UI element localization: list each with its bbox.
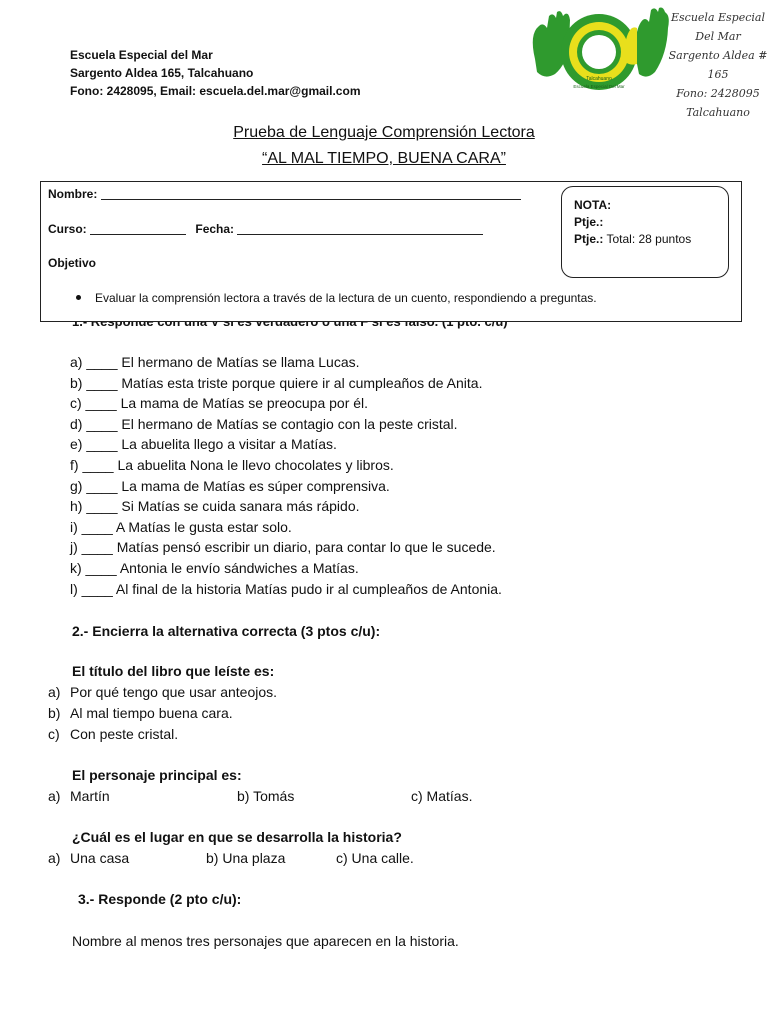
q2-sub3-option-c[interactable]: c) Una calle.: [336, 850, 414, 866]
q2-sub1-option-c[interactable]: [48, 726, 178, 742]
option-label: a): [48, 788, 61, 804]
q3-heading: 3.- Responde (2 pto c/u):: [78, 891, 242, 907]
title-line-2: “AL MAL TIEMPO, BUENA CARA”: [262, 150, 506, 167]
option-label: a): [48, 850, 61, 866]
q2-sub1-option-a[interactable]: [48, 684, 277, 700]
curso-label: Curso:: [48, 222, 87, 236]
logo-text-top: Talcahuano: [586, 76, 612, 82]
logo-text-bottom: Escuela Especial Del Mar: [573, 84, 625, 89]
q1-list: [70, 352, 502, 599]
list-item: l) ____ Al final de la historia Matías pudo ir al cumpleaños de Antonia.: [70, 580, 502, 597]
q2-sub1-question: El título del libro que leíste es:: [72, 663, 275, 679]
fecha-blank[interactable]: [237, 233, 483, 235]
stamp-line: Escuela Especial Del Mar: [671, 11, 765, 43]
option-text: Una casa: [70, 850, 130, 866]
list-item: j) ____ Matías pensó escribir un diario, para contar lo que le sucede.: [70, 539, 496, 556]
grade-box: [561, 186, 729, 278]
ptje-total-value: Total: 28 puntos: [606, 232, 692, 246]
objetivo-item: [76, 291, 597, 305]
school-name: Escuela Especial del Mar: [70, 48, 213, 62]
option-label: a): [48, 684, 61, 700]
school-contact: Fono: 2428095, Email: escuela.del.mar@gmail.com: [70, 84, 361, 98]
option-text: Martín: [70, 788, 110, 804]
school-info: [70, 46, 360, 100]
school-logo: [525, 4, 670, 96]
curso-fecha-row: [48, 222, 483, 236]
list-item: k) ____ Antonia le envío sándwiches a Matías.: [70, 559, 359, 576]
q2-heading: 2.- Encierra la alternativa correcta (3 ptos c/u):: [72, 623, 381, 639]
nombre-row: [48, 187, 521, 201]
school-stamp: [668, 8, 768, 122]
option-text: Al mal tiempo buena cara.: [70, 705, 233, 721]
list-item: f) ____ La abuelita Nona le llevo chocolates y libros.: [70, 456, 394, 473]
q3-prompt: Nombre al menos tres personajes que aparecen en la historia.: [72, 933, 459, 949]
list-item: c) ____ La mama de Matías se preocupa por él.: [70, 395, 369, 412]
fecha-label: Fecha:: [195, 222, 235, 236]
nombre-label: Nombre:: [48, 187, 98, 201]
list-item: a) ____ El hermano de Matías se llama Lucas.: [70, 354, 360, 370]
q2-sub3-option-b[interactable]: b) Una plaza: [206, 850, 286, 866]
bullet-icon: [76, 295, 81, 300]
list-item: d) ____ El hermano de Matías se contagio con la peste cristal.: [70, 415, 458, 432]
list-item: g) ____ La mama de Matías es súper comprensiva.: [70, 477, 390, 494]
q2-sub1-option-b[interactable]: [48, 705, 233, 721]
ptje-label: Ptje.:: [574, 215, 604, 229]
option-label: c): [48, 726, 60, 742]
option-text: Por qué tengo que usar anteojos.: [70, 684, 278, 700]
q2-sub3-option-a[interactable]: [48, 850, 129, 866]
option-label: b): [48, 705, 61, 721]
curso-blank[interactable]: [90, 233, 186, 235]
objetivo-text: Evaluar la comprensión lectora a través de la lectura de un cuento, respondiendo a preguntas.: [95, 291, 597, 305]
title-line-1: Prueba de Lenguaje Comprensión Lectora: [233, 124, 535, 141]
story-title: [0, 150, 768, 168]
stamp-line: Talcahuano: [686, 106, 750, 119]
stamp-line: Fono: 2428095: [676, 87, 760, 100]
q2-sub2-option-b[interactable]: b) Tomás: [237, 788, 295, 804]
list-item: h) ____ Si Matías se cuida sanara más rápido.: [70, 498, 360, 515]
q2-sub2-option-c[interactable]: c) Matías.: [411, 788, 473, 804]
q2-sub2-option-a[interactable]: [48, 788, 110, 804]
objetivo-label: Objetivo: [48, 256, 97, 270]
nombre-blank[interactable]: [101, 198, 521, 200]
test-title: [0, 124, 768, 142]
list-item: e) ____ La abuelita llego a visitar a Matías.: [70, 436, 337, 453]
list-item: b) ____ Matías esta triste porque quiere ir al cumpleaños de Anita.: [70, 374, 483, 391]
school-address: Sargento Aldea 165, Talcahuano: [70, 66, 254, 80]
stamp-line: Sargento Aldea # 165: [668, 49, 768, 81]
q2-sub3-question: ¿Cuál es el lugar en que se desarrolla la historia?: [72, 829, 402, 845]
ptje-total-label: Ptje.:: [574, 232, 604, 246]
option-text: Con peste cristal.: [70, 726, 179, 742]
q2-sub2-question: El personaje principal es:: [72, 767, 242, 783]
list-item: i) ____ A Matías le gusta estar solo.: [70, 518, 292, 535]
nota-label: NOTA:: [574, 198, 612, 212]
